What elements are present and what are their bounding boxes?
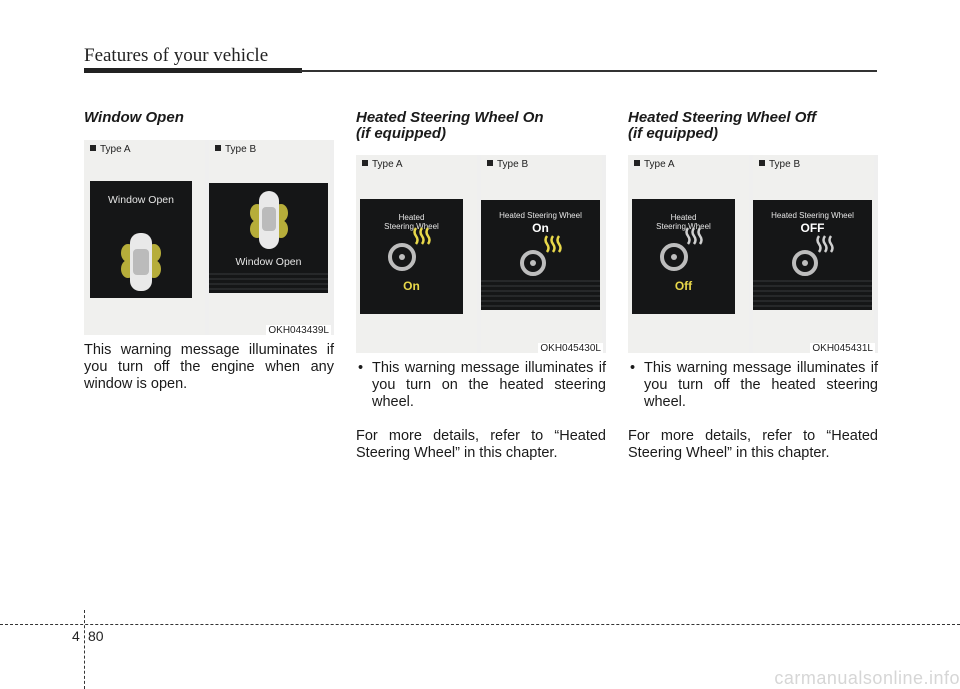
section-body [356,360,606,462]
chapter-number: 4 [72,628,80,644]
section-heated-on [356,110,606,142]
footer-divider [84,610,85,689]
section-subtitle: (if equipped) [356,125,446,142]
section-title: Window Open [84,109,184,126]
steering-wheel-icon [632,199,735,314]
screen-message: Heated Steering Wheel [656,213,711,231]
screen-message: Heated Steering Wheel [771,211,854,220]
screen-state: On [403,279,420,293]
figure-code: OKH045430L [540,343,601,354]
bullet-paragraph: • This warning message illuminates if you turn off the heated steering wheel. [628,360,878,411]
window-open-screen-a [90,181,192,298]
page-header-title: Features of your vehicle [84,45,269,66]
screen-message: Window Open [235,256,302,268]
heated-on-screen-b [481,200,600,310]
road-graphic [753,280,872,310]
type-a-label: Type A [634,159,675,170]
body-paragraph: This warning message illuminates if you turn off the engine when any window is open. [84,342,334,392]
screen-message: Heated Steering Wheel [499,211,582,220]
heated-on-screen-a [360,199,463,314]
page-number: 80 [88,628,104,644]
screen-state: Off [674,279,693,293]
steering-wheel-icon [360,199,463,314]
window-open-screen-b [209,183,328,293]
panel-type-a [628,155,749,353]
panel-type-b [209,140,330,335]
heated-off-screen-a [632,199,735,314]
car-top-view-icon [90,181,192,298]
note-paragraph: For more details, refer to “Heated Steering Wheel” in this chapter. [356,428,606,461]
figure-heated-off [628,155,878,353]
header-rule-thick [84,68,302,73]
screen-state: On [532,221,549,235]
type-b-label: Type B [215,144,256,155]
type-b-label: Type B [487,159,528,170]
road-graphic [481,280,600,310]
heated-off-screen-b [753,200,872,310]
panel-type-a [356,155,477,353]
panel-type-b [481,155,602,353]
section-title: Heated Steering Wheel On [356,109,544,126]
screen-message: Heated Steering Wheel [384,213,439,231]
section-title: Heated Steering Wheel Off [628,109,817,126]
section-body [628,360,878,462]
figure-window-open [84,140,334,335]
screen-state: OFF [800,221,825,235]
section-window-open [84,110,334,126]
figure-code: OKH043439L [268,325,329,336]
footer-rule [0,624,960,625]
section-heated-off [628,110,878,142]
watermark: carmanualsonline.info [774,668,960,688]
section-subtitle: (if equipped) [628,125,718,142]
type-a-label: Type A [362,159,403,170]
type-a-label: Type A [90,144,131,155]
type-b-label: Type B [759,159,800,170]
road-graphic [209,273,328,293]
section-body [84,342,334,393]
note-paragraph: For more details, refer to “Heated Steering Wheel” in this chapter. [628,428,878,461]
panel-type-b [753,155,874,353]
bullet-paragraph: • This warning message illuminates if you turn on the heated steering wheel. [356,360,606,411]
figure-heated-on [356,155,606,353]
panel-type-a [84,140,205,335]
header-rule-thin [300,70,877,72]
figure-code: OKH045431L [812,343,873,354]
screen-message: Window Open [108,194,174,206]
